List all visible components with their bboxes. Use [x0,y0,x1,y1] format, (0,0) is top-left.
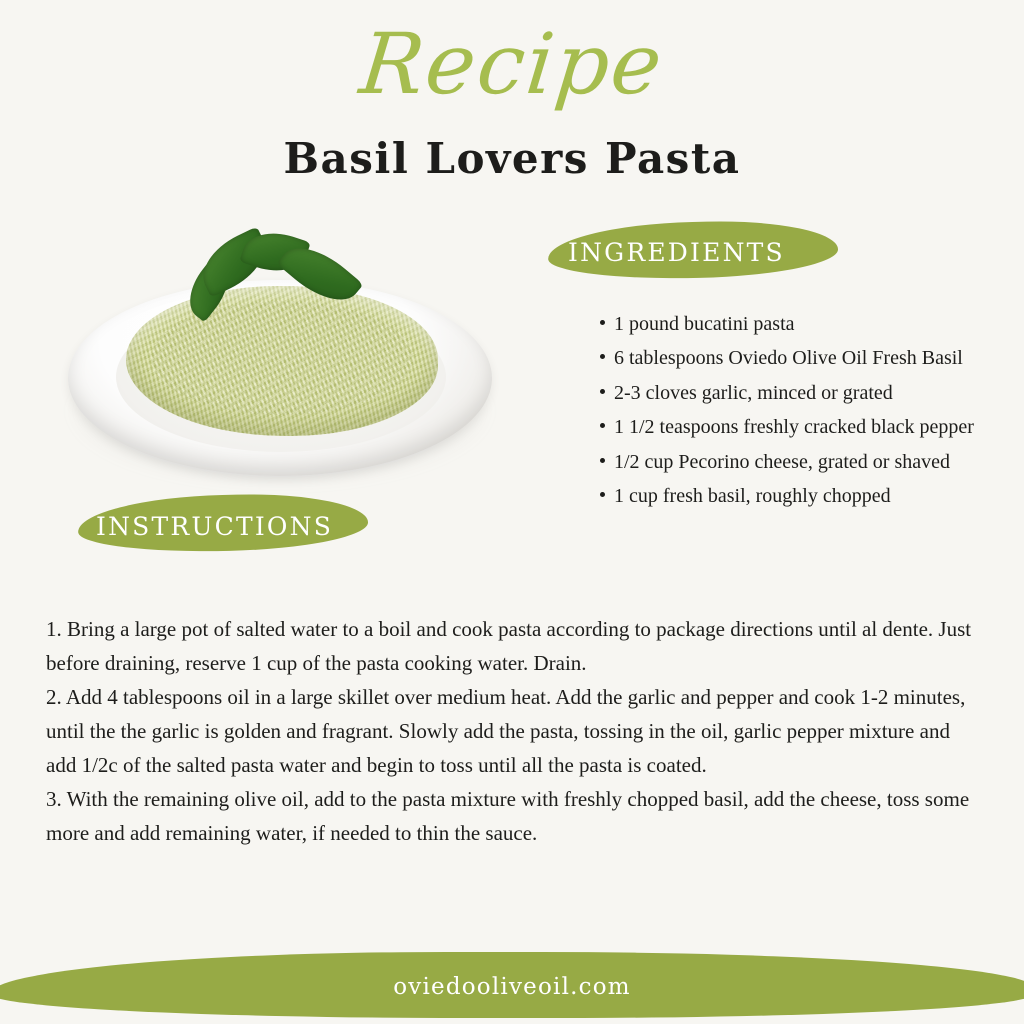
instruction-step: 3. With the remaining olive oil, add to the pasta mixture with freshly chopped basil, add the cheese, toss some more and add remaining water, if needed to thin the sauce. [46,787,970,846]
instructions-heading: INSTRUCTIONS [96,512,334,541]
instructions-body [46,612,978,850]
list-item: 1/2 cup Pecorino cheese, grated or shaved [600,446,1000,478]
page-title: Basil Lovers Pasta [283,134,741,183]
list-item: 2-3 cloves garlic, minced or grated [600,377,1000,409]
list-item: 1 pound bucatini pasta [600,308,1000,340]
list-item: 1 cup fresh basil, roughly chopped [600,480,1000,512]
instruction-step: 2. Add 4 tablespoons oil in a large skillet over medium heat. Add the garlic and pepper and cook 1-2 minutes, until the the garlic is golden and fragrant. Slowly add the pasta, tossing in the oil, garlic pepper mixture and add 1/2c of the salted pasta water and begin to toss until all the pasta is coated. [46,685,966,778]
pasta-mound [126,286,438,436]
recipe-photo [48,228,518,498]
list-item: 6 tablespoons Oviedo Olive Oil Fresh Basil [600,342,1000,374]
ingredients-list [578,308,1000,514]
script-title: Recipe [355,15,669,113]
footer-website[interactable]: oviedooliveoil.com [393,974,631,1000]
list-item: 1 1/2 teaspoons freshly cracked black pepper [600,411,1000,443]
ingredients-heading: INGREDIENTS [568,238,785,267]
instruction-step: 1. Bring a large pot of salted water to a boil and cook pasta according to package directions until al dente. Just before draining, reserve 1 cup of the pasta cooking water. Drain. [46,617,972,676]
